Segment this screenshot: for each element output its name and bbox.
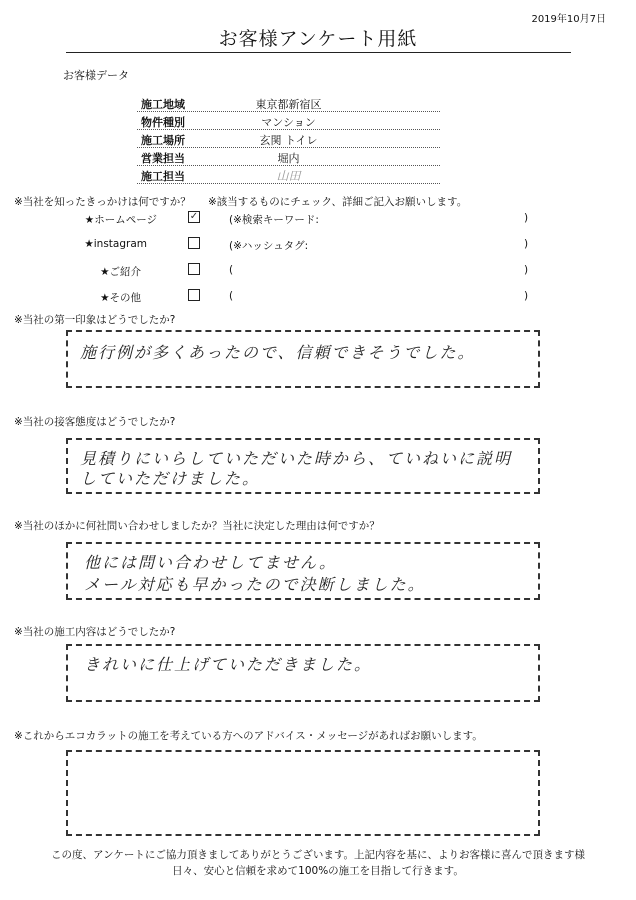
info-value: マンション (261, 116, 316, 129)
info-row-sales-rep (137, 148, 440, 166)
q4-question: ※当社のほかに何社問い合わせしましたか？当社に決定した理由は何ですか？ (14, 520, 380, 532)
paren-close: ) (524, 290, 529, 302)
customer-data-label: お客様データ (63, 69, 129, 82)
source-label-homepage: ★ホームページ (84, 214, 157, 226)
q3-question: ※当社の接客態度はどうでしたか? (14, 416, 176, 428)
info-value: 堀内 (277, 152, 300, 165)
q2-answer-box[interactable] (66, 330, 540, 388)
info-row-area (137, 94, 440, 112)
q5-question: ※当社の施工内容はどうでしたか? (14, 626, 176, 638)
q2-question: ※当社の第一印象はどうでしたか? (14, 314, 176, 326)
q4-answer-box[interactable] (66, 542, 540, 600)
q6-answer-box[interactable] (66, 750, 540, 836)
checkbox-homepage[interactable] (188, 211, 200, 223)
q4-answer-line: 他には問い合わせしてません。 (84, 553, 337, 572)
q4-answer-line: メール対応も早かったので決断しました。 (84, 575, 426, 594)
q3-answer-line: 見積りにいらしていただいた時から、ていねいに説明 (80, 449, 513, 468)
footer-line-2: 日々、安心と信頼を求めて100%の施工を目指して行きます。 (172, 865, 464, 877)
info-value-handwritten: 山田 (276, 169, 301, 183)
q1-instruction: ※該当するものにチェック、詳細ご記入お願いします。 (208, 196, 468, 208)
checkbox-other[interactable] (188, 289, 200, 301)
info-key: 施工地域 (141, 98, 185, 111)
survey-date: 2019年10月7日 (531, 14, 606, 25)
paren-close: ) (524, 264, 529, 276)
info-row-property-type (137, 112, 440, 130)
paren-close: ) (524, 212, 529, 224)
info-key: 物件種別 (141, 116, 185, 129)
checkbox-referral[interactable] (188, 263, 200, 275)
source-label-instagram: ★instagram (84, 238, 147, 250)
q6-question: ※これからエコカラットの施工を考えている方へのアドバイス・メッセージがあればお願いします。 (14, 730, 483, 742)
info-value: 東京都新宿区 (255, 98, 322, 111)
detail-referral: ( (229, 264, 234, 276)
info-row-location (137, 130, 440, 148)
detail-other: ( (229, 290, 234, 302)
source-label-referral: ★ご紹介 (100, 266, 141, 278)
page-title: お客様アンケート用紙 (218, 28, 418, 50)
q3-answer-box[interactable] (66, 438, 540, 494)
source-label-other: ★その他 (100, 292, 141, 304)
q5-answer-box[interactable] (66, 644, 540, 702)
info-row-construction-rep (137, 166, 440, 184)
q2-answer-line: 施行例が多くあったので、信頼できそうでした。 (80, 343, 476, 362)
paren-close: ) (524, 238, 529, 250)
info-key: 施工場所 (141, 134, 185, 147)
checkbox-instagram[interactable] (188, 237, 200, 249)
q1-question: ※当社を知ったきっかけは何ですか？ (14, 196, 191, 208)
q5-answer-line: きれいに仕上げていただきました。 (84, 655, 373, 674)
q3-answer-line: していただけました。 (80, 469, 261, 488)
title-underline (66, 52, 571, 53)
check-mark-icon: ✓ (189, 211, 199, 222)
detail-homepage: (※検索キーワード: (229, 214, 319, 226)
detail-instagram: (※ハッシュタグ: (229, 240, 309, 252)
footer-line-1: この度、アンケートにご協力頂きましてありがとうございます。上記内容を基に、よりお客様に喜んで頂きます様 (50, 849, 586, 861)
info-value: 玄関 トイレ (259, 134, 318, 147)
info-key: 営業担当 (141, 152, 185, 165)
info-key: 施工担当 (141, 170, 185, 183)
